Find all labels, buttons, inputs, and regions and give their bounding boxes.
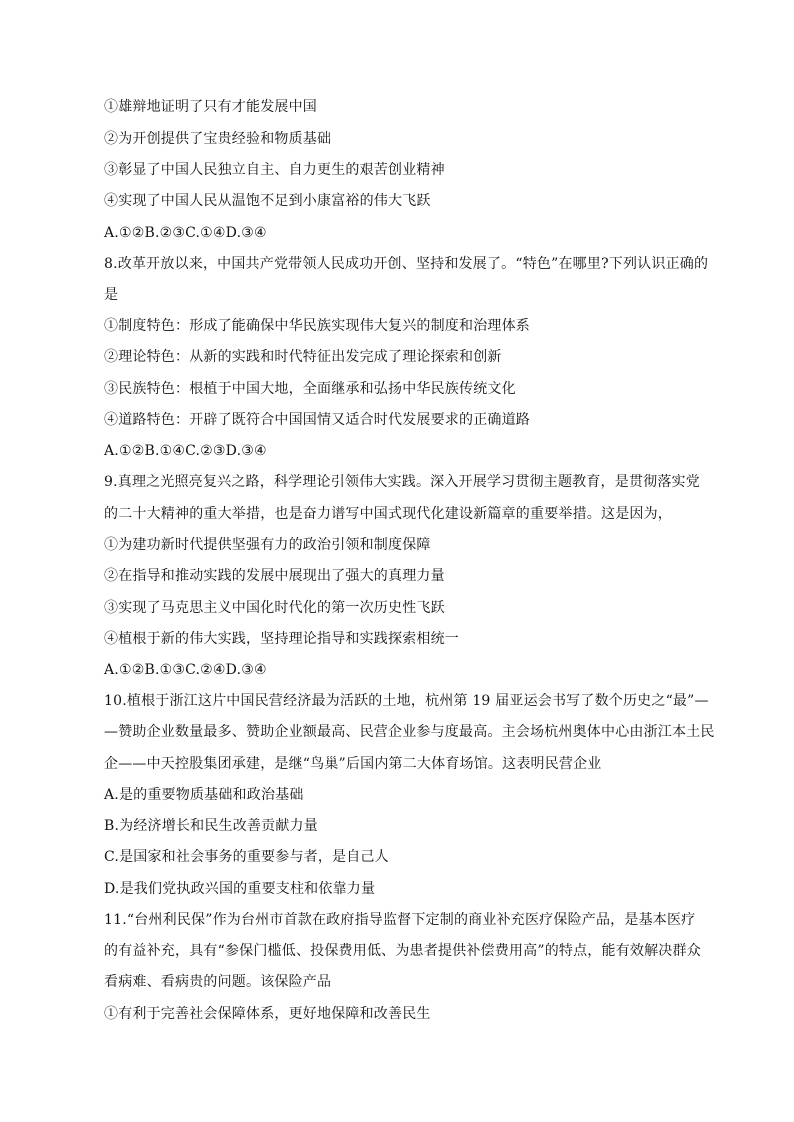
question-8-option-2: ②理论特色：从新的实践和时代特征出发完成了理论探索和创新 [104, 349, 502, 365]
question-11-stem: 11.“台州利民保”作为台州市首款在政府指导监督下定制的商业补充医疗保险产品，是基本医疗 [104, 912, 696, 928]
question-8-option-3: ③民族特色：根植于中国大地，全面继承和弘扬中华民族传统文化 [104, 381, 516, 397]
question-10-choice-b: B.为经济增长和民生改善贡献力量 [104, 818, 318, 834]
option-line-1: ①雄辩地证明了只有才能发展中国 [104, 99, 317, 115]
answer-choices-7: A.①②B.②③C.①④D.③④ [104, 225, 267, 241]
question-8-option-4: ④道路特色：开辟了既符合中国国情又适合时代发展要求的正确道路 [104, 412, 530, 428]
option-line-4: ④实现了中国人民从温饱不足到小康富裕的伟大飞跃 [104, 193, 431, 209]
question-10-stem: 10.植根于浙江这片中国民营经济最为活跃的土地，杭州第 19 届亚运会书写了数个历史之“最”— [104, 693, 709, 709]
question-9-option-4: ④植根于新的伟大实践，坚持理论指导和实践探索相统一 [104, 631, 459, 647]
question-10-choice-d: D.是我们党执政兴国的重要支柱和依靠力量 [104, 881, 376, 897]
question-10-stem-cont-1: —赞助企业数量最多、赞助企业额最高、民营企业参与度最高。主会场杭州奥体中心由浙江本土民 [104, 724, 715, 740]
answer-choices-8: A.①②B.①④C.②③D.③④ [104, 443, 267, 459]
question-9-stem: 9.真理之光照亮复兴之路，科学理论引领伟大实践。深入开展学习贯彻主题教育，是贯彻落实党 [104, 474, 700, 490]
option-line-3: ③彰显了中国人民独立自主、自力更生的艰苦创业精神 [104, 162, 445, 178]
question-9-option-3: ③实现了马克思主义中国化时代化的第一次历史性飞跃 [104, 600, 445, 616]
question-10-stem-cont-2: 企——中天控股集团承建，是继“鸟巢”后国内第二大体育场馆。这表明民营企业 [104, 756, 602, 772]
question-9-stem-cont: 的二十大精神的重大举措，也是奋力谱写中国式现代化建设新篇章的重要举措。这是因为， [104, 506, 672, 522]
question-10-choice-c: C.是国家和社会事务的重要参与者，是自己人 [104, 849, 389, 865]
question-9-option-2: ②在指导和推动实践的发展中展现出了强大的真理力量 [104, 568, 445, 584]
answer-choices-9: A.①②B.①③C.②④D.③④ [104, 662, 267, 678]
question-10-choice-a: A.是的重要物质基础和政治基础 [104, 787, 304, 803]
question-11-stem-cont-1: 的有益补充，具有“参保门槛低、投保费用低、为患者提供补偿费用高”的特点，能有效解决群众 [104, 943, 701, 959]
option-line-2: ②为开创提供了宝贵经验和物质基础 [104, 131, 332, 147]
question-8-option-1: ①制度特色：形成了能确保中华民族实现伟大复兴的制度和治理体系 [104, 318, 530, 334]
question-9-option-1: ①为建功新时代提供坚强有力的政治引领和制度保障 [104, 537, 431, 553]
question-11-option-1: ①有利于完善社会保障体系，更好地保障和改善民生 [104, 1006, 431, 1022]
question-8-stem-cont: 是 [104, 287, 119, 303]
question-11-stem-cont-2: 看病难、看病贵的问题。该保险产品 [104, 974, 332, 990]
question-8-stem: 8.改革开放以来，中国共产党带领人民成功开创、坚持和发展了。“特色”在哪里?下列认识正确的 [104, 256, 709, 272]
